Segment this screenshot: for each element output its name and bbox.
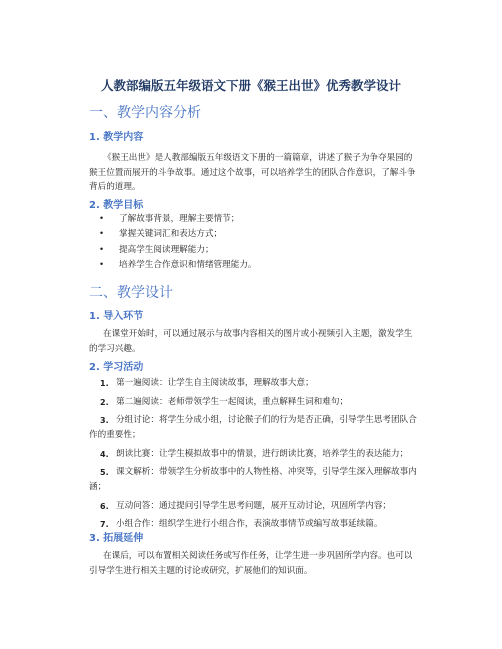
step-text: 课文解析：带领学生分析故事中的人物性格、冲突等，引导学生深入理解故事内涵； [89, 467, 417, 492]
list-item-text: 提高学生阅读理解能力； [119, 244, 214, 255]
list-item [89, 395, 419, 410]
list-item [89, 243, 419, 258]
step-number: 5. [100, 468, 109, 477]
step-number: 7. [100, 520, 109, 529]
step-text: 互动问答：通过提问引导学生思考问题，展开互动讨论，巩固所学内容； [116, 500, 392, 511]
subsection-heading-teaching-content: 1. 教学内容 [89, 132, 144, 143]
step-number: 3. [100, 416, 109, 425]
list-item [89, 465, 419, 495]
list-item [89, 499, 419, 514]
list-item-text: 培养学生合作意识和情绪管理能力。 [119, 259, 257, 270]
extension-paragraph [89, 549, 419, 578]
teaching-content-paragraph [89, 151, 419, 195]
step-number: 4. [100, 449, 109, 459]
step-text: 第二遍阅读：老师带领学生一起阅读，重点解释生词和难句； [116, 396, 349, 407]
step-number: 1. [100, 379, 109, 388]
introduction-text: 在课堂开始时，可以通过展示与故事内容相关的图片或小视频引入主题，激发学生的学习兴趣。 [89, 329, 413, 354]
introduction-paragraph [89, 327, 419, 356]
list-item [89, 376, 419, 391]
list-item-text: 掌握关键词汇和表达方式； [119, 229, 223, 240]
bullet-icon: • [99, 259, 105, 270]
step-number: 6. [100, 501, 109, 511]
list-item [89, 212, 419, 227]
step-text: 朗读比赛：让学生模拟故事中的情景，进行朗读比赛，培养学生的表达能力； [116, 448, 409, 459]
teaching-content-text: 《猴王出世》是人教部编版五年级语文下册的一篇篇章，讲述了猴子为争夺果园的猴王位置而展开的斗争故事。通过这个故事，可以培养学生的团队合作意识，了解斗争背后的道理。 [89, 153, 416, 192]
subsection-heading-learning-activities: 2. 学习活动 [89, 362, 144, 373]
extension-text: 在课后，可以布置相关阅读任务或写作任务，让学生进一步巩固所学内容。也可以引导学生进行相关主题的讨论或研究，扩展他们的知识面。 [89, 551, 413, 576]
document-title: 人教部编版五年级语文下册《猴王出世》优秀教学设计 [100, 78, 401, 93]
list-item-text: 了解故事背景，理解主要情节； [119, 214, 240, 224]
step-number: 2. [100, 397, 109, 407]
step-text: 第一遍阅读：让学生自主阅读故事，理解故事大意； [116, 378, 314, 388]
step-text: 小组合作：组织学生进行小组合作，表演故事情节或编写故事延续篇。 [116, 519, 383, 529]
list-item [89, 413, 419, 443]
subsection-heading-extension: 3. 拓展延伸 [89, 533, 144, 544]
section-heading-teaching-design: 二、教学设计 [89, 285, 173, 301]
subsection-heading-teaching-goals: 2. 教学目标 [89, 200, 144, 211]
learning-activities-list [89, 376, 419, 532]
bullet-icon: • [99, 229, 105, 240]
bullet-icon: • [99, 244, 105, 255]
list-item [89, 517, 419, 532]
list-item [89, 447, 419, 462]
subsection-heading-introduction: 1. 导入环节 [89, 311, 144, 322]
step-text: 分组讨论：将学生分成小组，讨论猴子们的行为是否正确，引导学生思考团队合作的重要性； [89, 415, 417, 440]
section-heading-content-analysis: 一、教学内容分析 [89, 105, 201, 121]
teaching-goals-list [89, 212, 419, 273]
list-item [89, 258, 419, 273]
bullet-icon: • [99, 214, 105, 224]
list-item [89, 227, 419, 242]
